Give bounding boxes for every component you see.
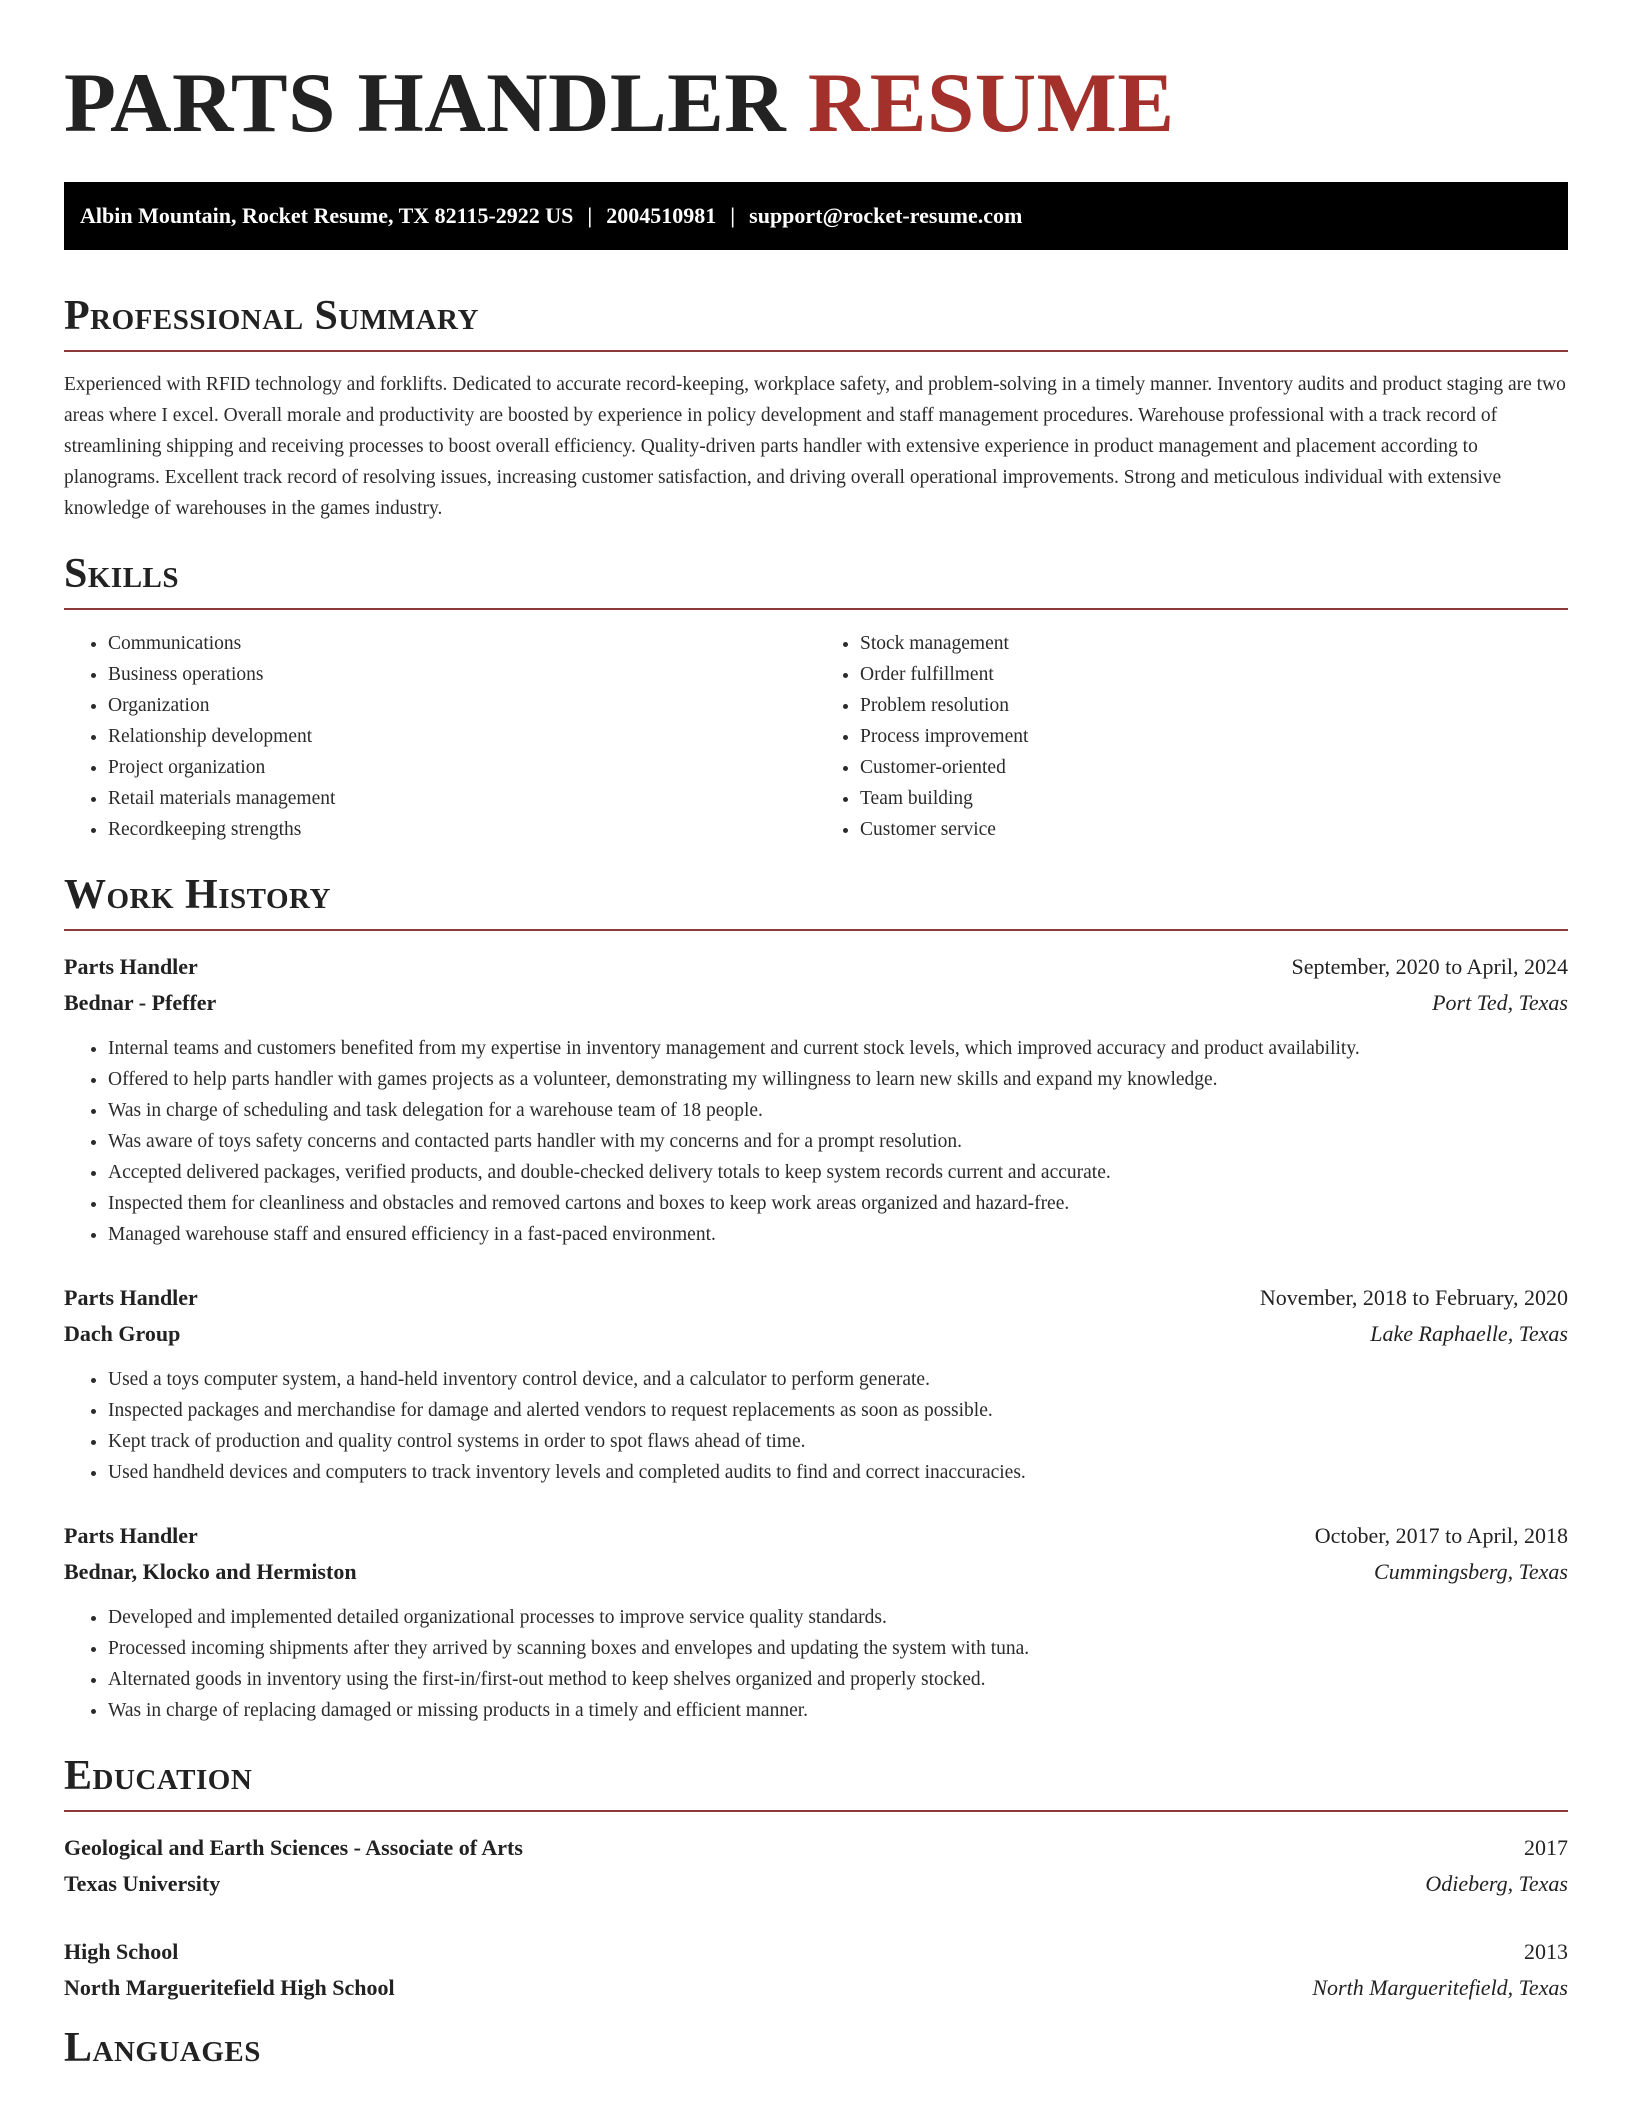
- education-degree-row: [64, 1830, 1568, 1866]
- education-degree: Geological and Earth Sciences - Associate of Arts: [64, 1835, 523, 1860]
- education-heading: Education: [64, 1753, 253, 1799]
- section-divider: [64, 929, 1568, 931]
- job-dates: September, 2020 to April, 2024: [1291, 954, 1568, 979]
- job-entry: [64, 1518, 1568, 1726]
- education-school: Texas University: [64, 1871, 221, 1896]
- education-location: Odieberg, Texas: [1425, 1871, 1568, 1896]
- education-school-row: [64, 1866, 1568, 1902]
- job-title: Parts Handler: [64, 1523, 198, 1548]
- job-dates: October, 2017 to April, 2018: [1314, 1523, 1568, 1548]
- job-title: Parts Handler: [64, 1285, 198, 1310]
- skills-columns: [64, 628, 1568, 845]
- languages-section: [64, 2026, 1568, 2070]
- job-header-row: [64, 1280, 1568, 1316]
- education-school-row: [64, 1970, 1568, 2006]
- skill-item: • Relationship development: [108, 721, 816, 752]
- skills-heading: Skills: [64, 551, 180, 597]
- job-bullet: • Was in charge of replacing damaged or missing products in a timely and efficient manner.: [108, 1695, 1568, 1726]
- job-title: Parts Handler: [64, 954, 198, 979]
- section-divider: [64, 1810, 1568, 1812]
- job-bullet: • Inspected them for cleanliness and obstacles and removed cartons and boxes to keep work areas organized and hazard-free.: [108, 1188, 1568, 1219]
- languages-heading: Languages: [64, 2025, 261, 2071]
- job-bullet: • Developed and implemented detailed organizational processes to improve service quality standards.: [108, 1602, 1568, 1633]
- job-company-row: [64, 1554, 1568, 1590]
- job-bullet: • Offered to help parts handler with games projects as a volunteer, demonstrating my willingness to learn new skills and expand my knowledge.: [108, 1064, 1568, 1095]
- skill-item: • Stock management: [860, 628, 1568, 659]
- education-school: North Margueritefield High School: [64, 1975, 395, 2000]
- skill-item: • Order fulfillment: [860, 659, 1568, 690]
- contact-email[interactable]: support@rocket-resume.com: [749, 203, 1023, 228]
- contact-separator: |: [730, 203, 736, 228]
- job-bullet: • Managed warehouse staff and ensured efficiency in a fast-paced environment.: [108, 1219, 1568, 1250]
- skills-list-right: [816, 628, 1568, 845]
- skill-item: • Customer service: [860, 814, 1568, 845]
- contact-address: Albin Mountain, Rocket Resume, TX 82115-2922 US: [80, 203, 574, 228]
- contact-phone: 2004510981: [606, 203, 717, 228]
- education-year: 2017: [1524, 1835, 1568, 1860]
- job-bullet: • Processed incoming shipments after they arrived by scanning boxes and envelopes and updating the system with tuna.: [108, 1633, 1568, 1664]
- job-header-row: [64, 949, 1568, 985]
- job-company-row: [64, 1316, 1568, 1352]
- job-bullet: • Alternated goods in inventory using the first-in/first-out method to keep shelves organized and properly stocked.: [108, 1664, 1568, 1695]
- job-location: Port Ted, Texas: [1432, 990, 1568, 1015]
- job-company-row: [64, 985, 1568, 1021]
- skill-item: • Problem resolution: [860, 690, 1568, 721]
- job-bullet: • Accepted delivered packages, verified products, and double-checked delivery totals to keep system records current and accurate.: [108, 1157, 1568, 1188]
- job-company: Bednar, Klocko and Hermiston: [64, 1559, 357, 1584]
- skill-item: • Team building: [860, 783, 1568, 814]
- job-bullet: • Inspected packages and merchandise for damage and alerted vendors to request replacements as soon as possible.: [108, 1395, 1568, 1426]
- skill-item: • Process improvement: [860, 721, 1568, 752]
- skill-item: • Recordkeeping strengths: [108, 814, 816, 845]
- job-location: Cummingsberg, Texas: [1374, 1559, 1568, 1584]
- contact-separator: |: [587, 203, 593, 228]
- resume-title: [64, 0, 1568, 150]
- job-company: Bednar - Pfeffer: [64, 990, 217, 1015]
- skill-item: • Customer-oriented: [860, 752, 1568, 783]
- section-divider: [64, 608, 1568, 610]
- job-bullet: • Used handheld devices and computers to track inventory levels and completed audits to find and correct inaccuracies.: [108, 1457, 1568, 1488]
- job-bullets: [64, 1602, 1568, 1726]
- job-company: Dach Group: [64, 1321, 181, 1346]
- job-bullet: • Kept track of production and quality control systems in order to spot flaws ahead of time.: [108, 1426, 1568, 1457]
- job-bullet: • Used a toys computer system, a hand-held inventory control device, and a calculator to perform generate.: [108, 1364, 1568, 1395]
- job-dates: November, 2018 to February, 2020: [1259, 1285, 1568, 1310]
- section-divider: [64, 350, 1568, 352]
- job-header-row: [64, 1518, 1568, 1554]
- job-bullets: [64, 1033, 1568, 1250]
- education-entry: [64, 1934, 1568, 2006]
- skill-item: • Communications: [108, 628, 816, 659]
- education-entry: [64, 1830, 1568, 1902]
- work-heading: Work History: [64, 872, 331, 918]
- summary-section: [64, 294, 1568, 524]
- job-bullet: • Was in charge of scheduling and task delegation for a warehouse team of 18 people.: [108, 1095, 1568, 1126]
- job-entry: [64, 1280, 1568, 1488]
- skills-list-left: [64, 628, 816, 845]
- contact-bar: [64, 182, 1568, 250]
- job-location: Lake Raphaelle, Texas: [1370, 1321, 1568, 1346]
- education-degree: High School: [64, 1939, 179, 1964]
- work-section: [64, 873, 1568, 1726]
- summary-heading: Professional Summary: [64, 293, 479, 339]
- skill-item: • Project organization: [108, 752, 816, 783]
- skill-item: • Organization: [108, 690, 816, 721]
- job-entry: [64, 949, 1568, 1250]
- education-location: North Margueritefield, Texas: [1312, 1975, 1568, 2000]
- skill-item: • Retail materials management: [108, 783, 816, 814]
- skill-item: • Business operations: [108, 659, 816, 690]
- title-part1: PARTS HANDLER: [64, 56, 787, 150]
- summary-text: Experienced with RFID technology and forklifts. Dedicated to accurate record-keeping, workplace safety, and problem-solving in a timely manner. Inventory audits and product staging are two areas where I excel. Overall morale and productivity are boosted by experience in policy development and staff management procedures. Warehouse professional with a track record of streamlining shipping and receiving processes to boost overall efficiency. Quality-driven parts handler with extensive experience in product management and placement according to planograms. Excellent track record of resolving issues, increasing customer satisfaction, and driving overall operational improvements. Strong and meticulous individual with extensive knowledge of warehouses in the games industry.: [64, 374, 1566, 519]
- skills-section: [64, 552, 1568, 845]
- title-part2: RESUME: [807, 56, 1175, 150]
- education-section: [64, 1754, 1568, 2006]
- education-year: 2013: [1524, 1939, 1568, 1964]
- job-bullets: [64, 1364, 1568, 1488]
- education-degree-row: [64, 1934, 1568, 1970]
- job-bullet: • Internal teams and customers benefited from my expertise in inventory management and current stock levels, which improved accuracy and product availability.: [108, 1033, 1568, 1064]
- job-bullet: • Was aware of toys safety concerns and contacted parts handler with my concerns and for a prompt resolution.: [108, 1126, 1568, 1157]
